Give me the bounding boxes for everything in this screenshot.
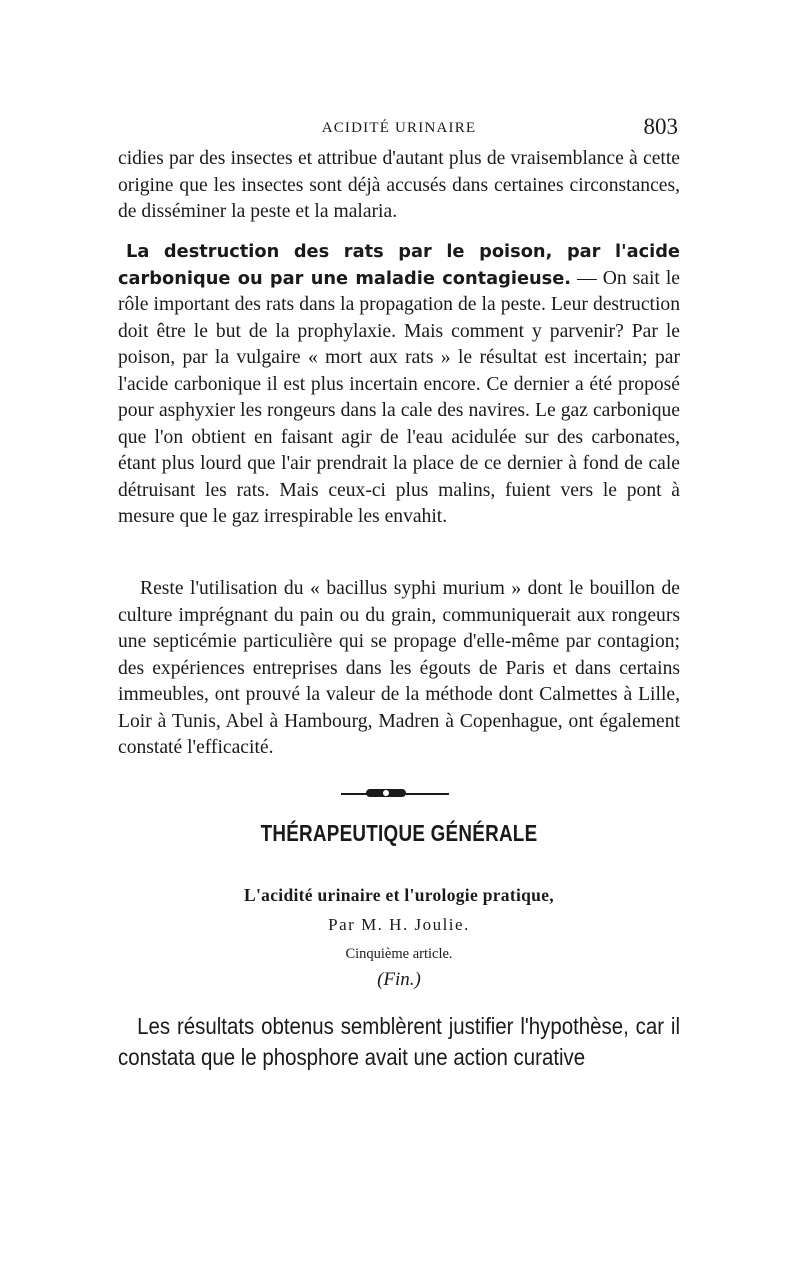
article-title: L'acidité urinaire et l'urologie pratique,	[244, 885, 554, 905]
paragraph-heading: La destruction des rats par le poison, par l'acide carbonique ou par une maladie contagieuse.	[118, 241, 680, 289]
section-title: THÉRAPEUTIQUE GÉNÉRALE	[260, 820, 538, 846]
divider-ornament	[366, 789, 406, 797]
running-head	[118, 112, 680, 144]
paragraph-body: — On sait le rôle important des rats dans la propagation de la peste. Leur destruction doit être le but de la prophylaxie. Mais comment y parvenir? Par le poison, par la vulgaire « mort aux rats » le résultat est incertain; par l'acide carbonique il est plus incertain encore. Ce dernier a été proposé pour asphyxier les rongeurs dans la cale des navires. Le gaz carbonique que l'on obtient en faisant agir de l'eau acidulée sur des carbonates, étant plus lourd que l'air prendrait la place de ce dernier à fond de cale détruisant les rats. Mais ceux-ci plus malins, fuient vers le pont à mesure que le gaz irrespirable les envahit.	[118, 267, 681, 527]
article-number: Cinquième article.	[345, 946, 453, 962]
running-head-title: ACIDITÉ URINAIRE	[321, 120, 477, 136]
paragraph-results: Les résultats obtenus semblèrent justifier l'hypothèse, car il constata que le phosphore avait une action curative	[118, 1013, 681, 1070]
paragraph-rat-destruction	[118, 239, 680, 531]
article-author: Par M. H. Joulie.	[328, 915, 470, 934]
article-fin: (Fin.)	[377, 969, 421, 990]
paragraph-insects: cidies par des insectes et attribue d'autant plus de vraisemblance à cette origine que les insectes sont déjà accusés dans certaines circonstances, de disséminer la peste et la malaria.	[118, 148, 680, 222]
page-number: 803	[643, 114, 678, 139]
paragraph-bacillus: Reste l'utilisation du « bacillus syphi murium » dont le bouillon de culture imprégnant du pain ou du grain, communiquerait aux rongeurs une septicémie particulière qui se propage d'elle-même par contagion; des expériences entreprises dans les égouts de Paris et dans certains immeubles, ont prouvé la valeur de la méthode dont Calmettes à Lille, Loir à Tunis, Abel à Hambourg, Madren à Copenhague, ont également constaté l'efficacité.	[118, 578, 680, 758]
